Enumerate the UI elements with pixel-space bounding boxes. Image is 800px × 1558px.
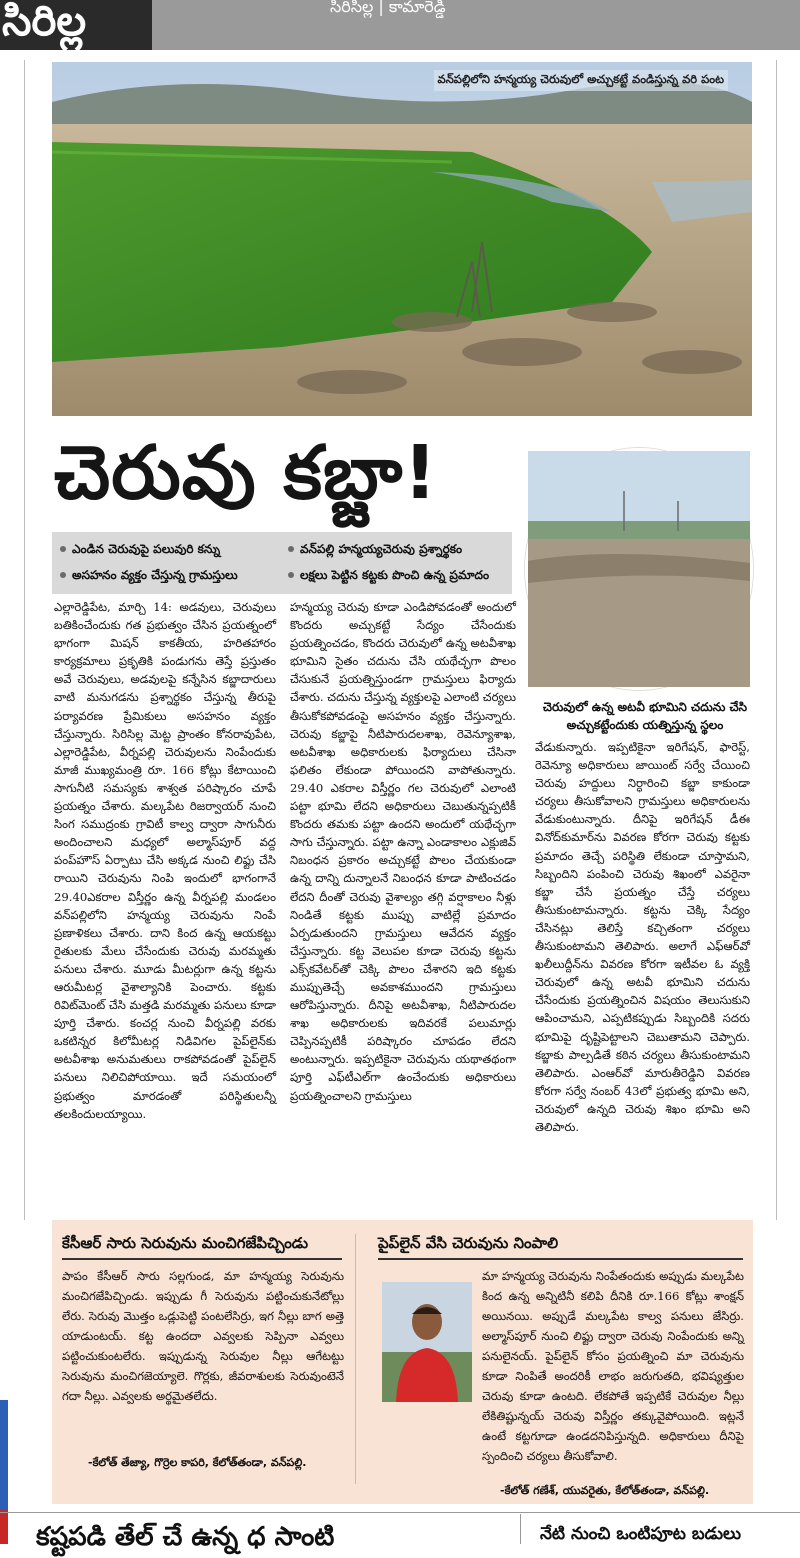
bottom-divider bbox=[520, 1514, 521, 1544]
quote-right-signature: -కేలోత్ గణేశ్, యువరైతు, కేలోత్‌తండా, వన్‌పల్లి. bbox=[500, 1484, 710, 1497]
highlight-item: వన్‌పల్లి హన్మయ్యచెరువు ప్రశ్నార్థకం bbox=[288, 542, 462, 559]
bullet-icon bbox=[288, 546, 294, 552]
farmer-portrait bbox=[382, 1282, 472, 1402]
quote-right-heading: పైప్‌లైన్ వేసి చెరువును నింపాలి bbox=[378, 1234, 559, 1252]
quote-left-signature: -కేలోత్ తేజ్యా, గొర్రెల కాపరి, కేలోత్‌తండా, వన్‌పల్లి. bbox=[88, 1456, 307, 1469]
quote-right-text-top: మా హన్మయ్య చెరువును నింపేతందుకు అప్పుడు మల్కపేట కింద ఉన్న అన్నిటినీ కలిపి దీనికి రూ.166 కోట్లు శాంక్షన్ అయినయి. అప్పుడే మల్కపేట కాల్వ పనులు జేసిర్రు. అల్మాస్‌పూర్ నుంచి లిఫ్టు ద్వారా చెరువు నింపేందుకు అన్ని పనులైనయ్. పైప్‌లైన్ కోసం ప్రయత్నించి మా చెరువును కూడా నింపితే అందరికీ లాభం జరుగుతది, భవిష్యత్తుల చెరువు కూడా ఉంటది. లేకపోతే ఇప్పటికే చెరువుల నీల్లు లేకితిష్టున్నయ్ చెరువు విస్తీర్ణం తక్కువైపోయింది. ఇట్లనే ఉంటే కట్టగూడా ఉండదనిపిస్తున్నది. అధికారులు దీనిపై స్పందించి చర్యలు తీసుకోవాలి. bbox=[482, 1269, 744, 1463]
article-column-1: ఎల్లారెడ్డిపేట, మార్చి 14: అడవులు, చెరువులు బతికించేందుకు గత ప్రభుత్వం చేసిన ప్రయత్నంలో భాగంగా మిషన్ కాకతీయ, హరితహారం కార్యక్రమాలు ప్రకృతికి పండుగను తెస్తే ప్రస్తుతం అవే చెరువులు, అడవులపై కన్నేసిన కబ్జాదారులు వాటి మనుగడను ప్రశ్నార్థకం చేస్తున్న తీరుపై పర్యావరణ ప్రేమికులు అసహనం వ్యక్తం చేస్తున్నారు. సిరిసిల్ల మెట్ట ప్రాంతం కోనరావుపేట, ఎల్లారెడ్డిపేట, వీర్నపల్లి చెరువులను నింపేందుకు మాజీ ముఖ్యమంత్రి రూ. 166 కోట్లు కేటాయించి సాగునీటి సమస్యకు శాశ్వత పరిష్కారం చూపే ప్రయత్నం చేశారు. మల్కపేట రిజర్వాయర్ నుంచి సింగ సముద్రంకు గ్రావిటీ కాల్వ ద్వారా సాగునీరు అందించాలని మధ్యలో అల్మాస్‌పూర్ వద్ద పంప్‌హౌస్ ఏర్పాటు చేసి అక్కడ నుంచి లిఫ్టు చేసి రాయిని చెరువును నింపి ఇందులో భాగంగానే 29.40ఎకరాల విస్తీర్ణం ఉన్న వీర్నపల్లి మండలం వన్‌పల్లిలోని హన్మయ్య చెరువును నింపే ప్రణాళికలు చేశారు. దాని కింద ఉన్న ఆయకట్టు రైతులకు మేలు చేసేందుకు చెరువు మరమ్మతు పనులు చేశారు. మూడు మీటర్లుగా ఉన్న కట్టను ఆరుమీటర్ల వైశాల్యానికి పెంచారు. కట్టకు రివిట్‌మెంట్ చేసి మత్తడి మరమ్మతు పనులు కూడా పూర్తి చేశారు. కంచర్ల నుంచి వీర్నపల్లి వరకు ఒకటిన్నర కిలోమీటర్ల నిడివిగల పైప్‌లైన్‌కు అటవీశాఖ అనుమతులు రాకపోవడంతో పైప్‌లైన్ పనులు నిలిచిపోయాయి. ఇదే సమయంలో ప్రభుత్వం మారడంతో పరిస్థితులన్నీ తలకిందులయ్యాయి. bbox=[54, 600, 276, 1121]
column-rule bbox=[776, 60, 777, 1220]
main-photo bbox=[52, 62, 752, 416]
dry-lakebed-illustration bbox=[528, 451, 750, 687]
heading-underline bbox=[378, 1258, 743, 1260]
paddy-field-illustration bbox=[52, 62, 752, 416]
quote-left-heading: కేసీఆర్ సారు సెరువును మంచిగజేపిచ్చిండు bbox=[62, 1234, 309, 1252]
next-story-headline: కష్టపడి తేల్ చే ఉన్న ధ సాంటి bbox=[36, 1522, 335, 1552]
quote-left-text: పాపం కేసీఆర్ సారు సల్లగుండ, మా హన్మయ్య సెరువును మంచిగజేపిచ్చిండు. ఇప్పుడు గీ సెరువును పట్టించుకునేటోల్లు లేరు. సెరువు మొత్తం ఒడ్లుపెట్టి పంటలేసిర్రు, ఇగ నీల్లు బాగ అత్తె యాడుంటయ్. కట్ట ఉందదా ఎవ్వలకు సెప్పినా ఎవ్వలు పట్టించుకుంటలేరు. ఇప్పుడున్న సెరువుల నీల్లు ఆగేటట్టు సెరువును మంచిగజెయ్యాలె. గొర్లకు, జీవరాశులకు సెరువుంటెనే గదా నీల్లు. ఎవ్వలకు అర్థమైతలేదు. bbox=[62, 1269, 344, 1403]
edge-strip bbox=[0, 1510, 8, 1544]
photo-caption: వన్‌పల్లిలోని హన్మయ్య చెరువులో అచ్చుకట్టే వండిస్తున్న వరి పంట bbox=[434, 70, 728, 91]
bullet-icon bbox=[60, 572, 66, 578]
article-column-2: హన్మయ్య చెరువు కూడా ఎండిపోవడంతో అందులో కొందరు అచ్చుకట్టే సేద్యం చేసేందుకు ప్రయత్నించడం, కొందరు చెరువులో ఉన్న అటవీశాఖ భూమిని సైతం చదును చేసి యథేచ్ఛగా పొలం చేసుకునే ప్రయత్నిస్తుండగా గ్రామస్తులు ఫిర్యాదు చేశారు. చదును చేస్తున్న వ్యక్తులపై ఎలాంటి చర్యలు తీసుకోకపోవడంపై అసహనం వ్యక్తం చేస్తున్నారు. చెరువు కబ్జాపై నీటిపారుదలశాఖ, రెవెన్యూశాఖ, అటవీశాఖ అధికారులకు ఫిర్యాదులు చేసినా ఫలితం లేకుండా పోయిందని వాపోతున్నారు. 29.40 ఎకరాల విస్తీర్ణం గల చెరువులో ఎలాంటి పట్టా భూమి లేదని అధికారులు చెబుతున్నప్పటికీ కొందరు తమకు పట్టా ఉందని అందులో యథేచ్ఛగా సాగు చేస్తున్నారు. పట్టా ఉన్నా ఎండాకాలం ఎక్లుజివ్ నిబంధన ప్రకారం అచ్చుకట్టే పొలం చేయకుండా ఉన్న దాన్ని దున్నాలనే నిబంధన కూడా పాటించడం లేదని దీంతో చెరువు వైశాల్యం తగ్గి వర్షాకాలం నీళ్లు నిండితే కట్టకు ముప్పు వాటిల్లే ప్రమాదం ఏర్పడుతుందని గ్రామస్తులు ఆవేదన వ్యక్తం చేస్తున్నారు. కట్ట వెలుపల కూడా చెరువు కట్టను ఎక్స్‌కవేటర్‌తో చెక్కి పొలం చేశారని ఇది కట్టకు ముప్పుతెచ్చే అవకాశముందని గ్రామస్తులు ఆరోపిస్తున్నారు. దీనిపై అటవీశాఖ, నీటిపారుదల శాఖ అధికారులకు ఇదివరకే పలుమార్లు చెప్పినప్పటికీ పరిష్కారం చూపడం లేదని అంటున్నారు. ఇప్పటికైనా చెరువును యథాతథంగా పూర్తి ఎఫ్‌టీఎల్‌గా ఉంచేందుకు అధికారులు ప్రయత్నించాలని గ్రామస్తులు bbox=[290, 600, 517, 1103]
bullet-icon bbox=[60, 546, 66, 552]
highlight-item: లక్షలు పెట్టిన కట్టకు పొంచి ఉన్న ప్రమాదం bbox=[288, 568, 489, 585]
next-story-headline-right: నేటి నుంచి ఒంటిపూట బడులు bbox=[540, 1524, 741, 1544]
column-rule bbox=[24, 60, 25, 1220]
masthead-logo: సిరిల్ల bbox=[0, 0, 152, 50]
bottom-rule bbox=[0, 1512, 800, 1513]
section-label: సిరిసిల్ల | కామారెడ్డి bbox=[330, 0, 446, 16]
article-column-3: వేడుకున్నారు. ఇప్పటికైనా ఇరిగేషన్, ఫారెస్ట్, రెవెన్యూ అధికారులు జాయింట్ సర్వే చేయించి చెరువు హద్దులు నిర్ధారించి కబ్జా కాకుండా చర్యలు తీసుకోవాలని గ్రామస్తులు అధికారులను వేడుకుంటున్నారు. దీనిపై ఇరిగేషన్ డీఈ వినోద్‌కుమార్‌ను వివరణ కోరగా చెరువు కట్టకు ప్రమాదం తెచ్చే పరిస్థితి లేకుండా చూస్తామని, సిబ్బందిని పంపించి చెరువు శిఖంలో ఎవరైనా కబ్జా చేసే ప్రయత్నం చేస్తే చర్యలు తీసుకుంటామన్నారు. కట్టను చెక్కి సేద్యం చేసినట్లు తెలిస్తే కచ్చితంగా చర్యలు తీసుకుంటామని తెలిపారు. అలాగే ఎఫ్‌ఆర్‌వో ఖలీలుద్దీన్‌ను వివరణ కోరగా ఇటీవల ఓ వ్యక్తి చెరువులో ఉన్న అటవీ భూమిని చదును చేసేందుకు ప్రయత్నించిన విషయం తెలుసుకుని ఆపించామని, ఎప్పటికప్పుడు సిబ్బందికి సదరు భూమిపై దృష్టిపెట్టాలని చెబుతామని చెప్పారు. కబ్జాకు పాల్పడితే కఠిన చర్యలు తీసుకుంటామని తెలిపారు. ఎంఆర్‌వో మారుతీరెడ్డిని వివరణ కోరగా సర్వే నంబర్ 43లో ప్రభుత్వ భూమి అని, చెరువులో ఉన్నది చెరువు శిఖం భూమి అని తెలిపారు. bbox=[535, 740, 750, 1134]
highlight-item: అసహనం వ్యక్తం చేస్తున్న గ్రామస్తులు bbox=[60, 568, 238, 585]
inset-photo bbox=[525, 448, 753, 690]
quotes-divider bbox=[355, 1234, 356, 1484]
heading-underline bbox=[62, 1258, 342, 1260]
highlight-item: ఎండిన చెరువుపై పలువురి కన్ను bbox=[60, 542, 220, 559]
headline: చెరువు కబ్జా! bbox=[54, 430, 439, 516]
highlights-band bbox=[52, 532, 512, 594]
person-photo bbox=[382, 1282, 472, 1402]
bullet-icon bbox=[288, 572, 294, 578]
inset-caption: చెరువులో ఉన్న అటవీ భూమిని చదును చేసి అచ్చుకట్టేందుకు యత్నిస్తున్న స్థలం bbox=[542, 700, 748, 732]
